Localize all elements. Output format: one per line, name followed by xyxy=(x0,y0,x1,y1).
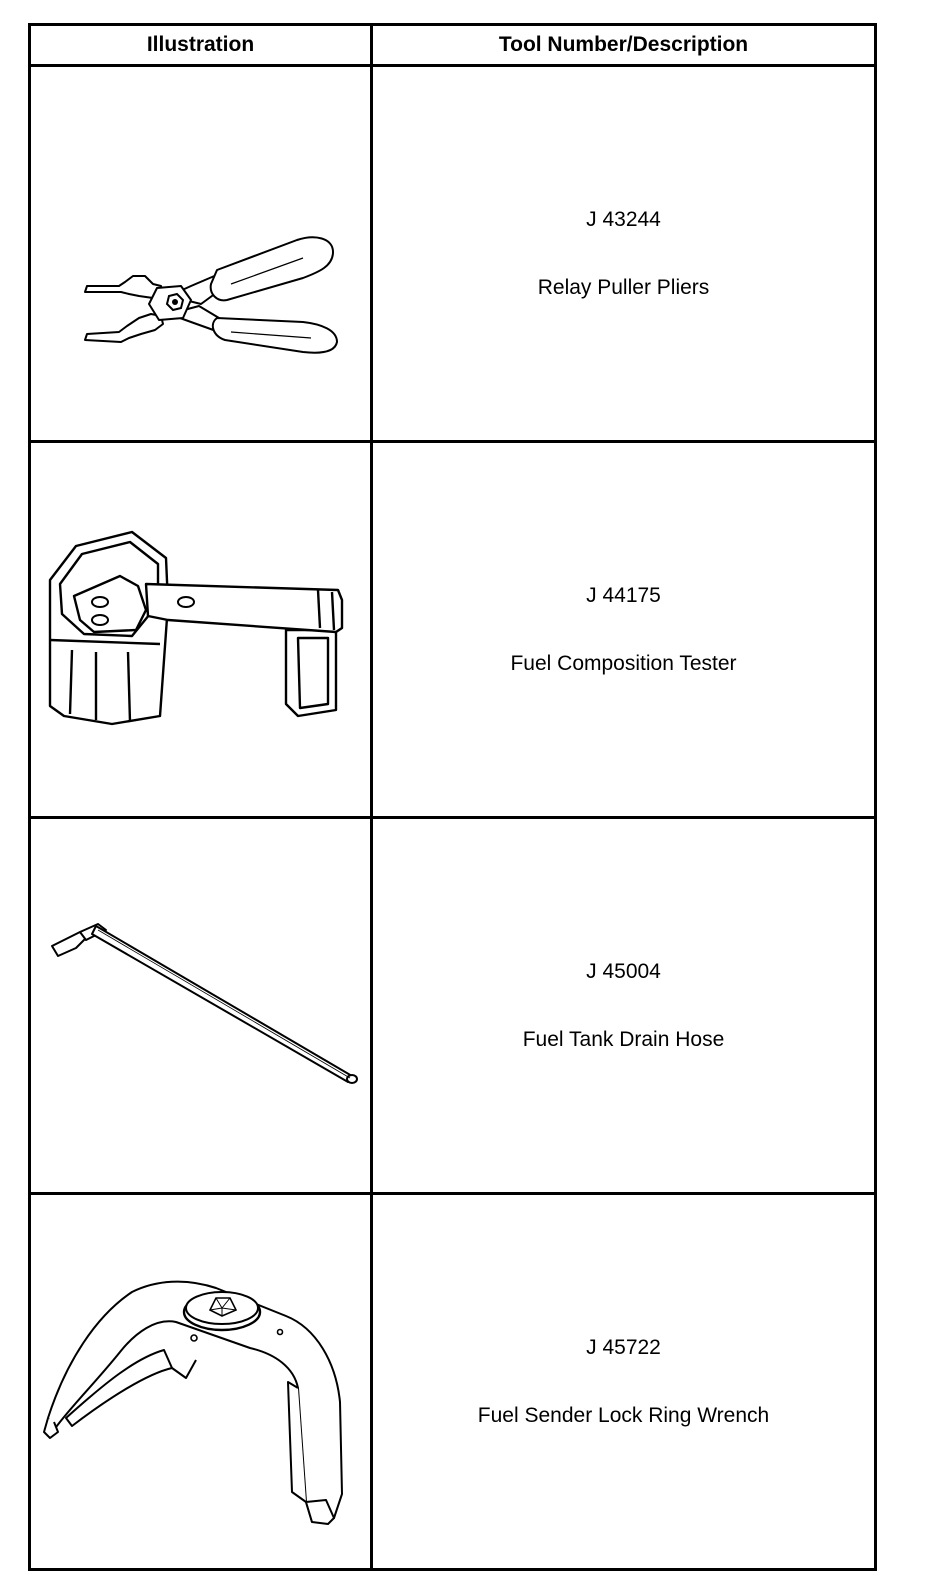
tool-description: Fuel Sender Lock Ring Wrench xyxy=(477,1403,770,1427)
description-cell xyxy=(372,66,876,442)
tool-description: Fuel Composition Tester xyxy=(510,651,737,675)
fuel-tank-drain-hose-icon xyxy=(36,906,366,1106)
relay-puller-pliers-icon xyxy=(41,154,361,354)
table-row xyxy=(30,442,876,818)
table-row xyxy=(30,66,876,442)
description-cell xyxy=(372,818,876,1194)
description-cell xyxy=(372,442,876,818)
tool-number: J 44175 xyxy=(586,584,661,608)
illustration-cell xyxy=(30,818,372,1194)
table-row xyxy=(30,1194,876,1570)
special-tools-table xyxy=(28,23,877,1571)
illustration-cell xyxy=(30,1194,372,1570)
fuel-composition-tester-icon xyxy=(36,520,366,740)
tool-description: Fuel Tank Drain Hose xyxy=(522,1027,725,1051)
tool-number: J 45004 xyxy=(586,960,661,984)
description-cell xyxy=(372,1194,876,1570)
tool-number: J 45722 xyxy=(586,1336,661,1360)
lock-ring-wrench-icon xyxy=(36,1232,366,1532)
header-tool-number-description: Tool Number/Description xyxy=(372,25,876,66)
tool-number: J 43244 xyxy=(586,208,661,232)
illustration-cell xyxy=(30,66,372,442)
illustration-cell xyxy=(30,442,372,818)
tool-description: Relay Puller Pliers xyxy=(537,275,710,299)
header-illustration: Illustration xyxy=(30,25,372,66)
table-header-row xyxy=(30,25,876,66)
table-row xyxy=(30,818,876,1194)
